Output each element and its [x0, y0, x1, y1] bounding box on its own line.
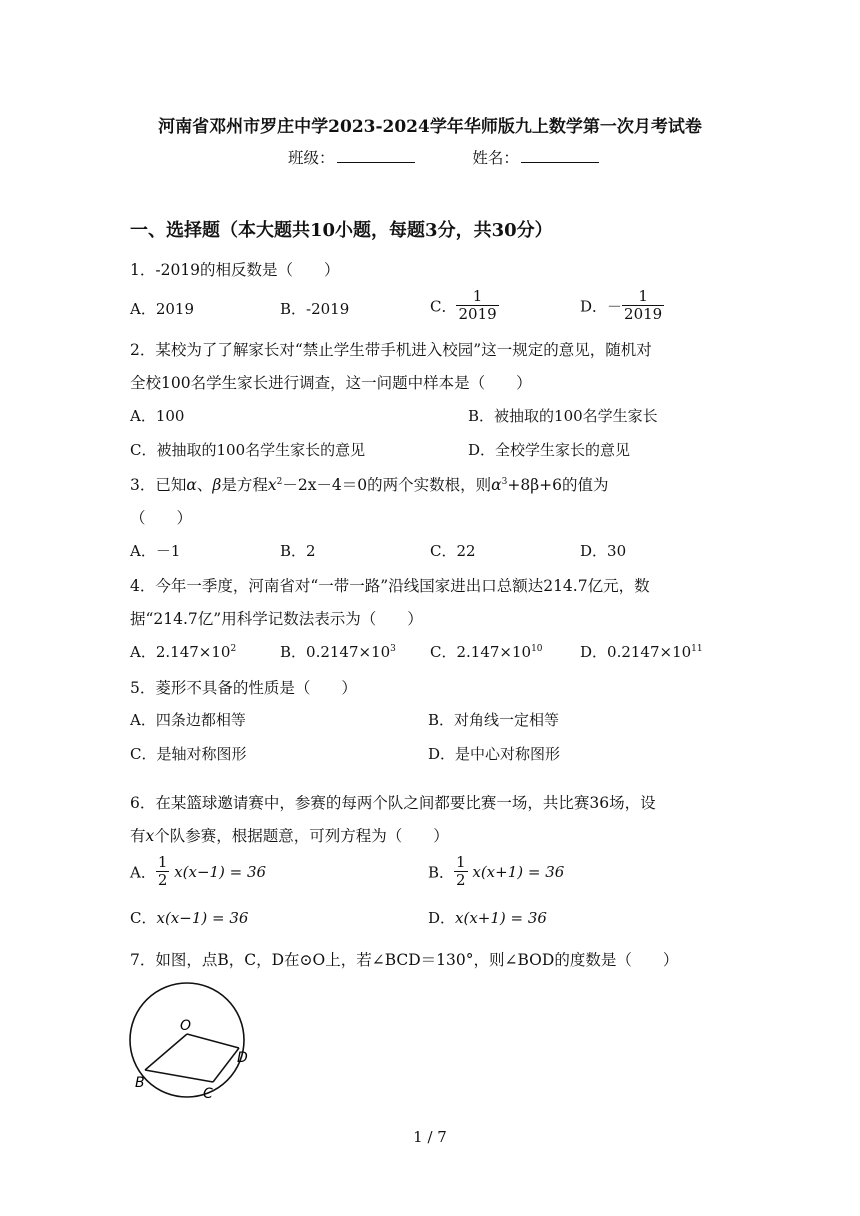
q4-option-d: D．$0.2147\times 10^{11}$: [580, 643, 703, 661]
circle-figure: [125, 980, 255, 1105]
q2-option-c: C．被抽取的100名学生家长的意见: [130, 441, 366, 459]
class-blank: [337, 148, 415, 163]
question-4-line1: 4．今年一季度，河南省对“一带一路”沿线国家进出口总额达214.7亿元，数: [130, 577, 650, 595]
q6-option-b: B． $\frac{1}{2}$ x(x+1) = 36: [428, 853, 565, 890]
label-d: D: [237, 1050, 248, 1066]
question-2-line1: 2．某校为了了解家长对“禁止学生带手机进入校园”这一规定的意见，随机对: [130, 341, 652, 359]
class-label: 班级：: [288, 149, 335, 167]
circle-o: [130, 983, 244, 1097]
name-label: 姓名：: [472, 149, 519, 167]
q6-option-c: C．x(x−1) = 36: [130, 909, 249, 927]
fraction: $\frac{1}{2}$: [456, 853, 466, 890]
segment-ob: [145, 1034, 187, 1070]
q1-option-d: D．－ $\frac{1}{2019}$: [580, 287, 663, 324]
q3-option-c: C．22: [430, 542, 476, 560]
q1-option-b: B．-2019: [280, 300, 350, 318]
segment-od: [187, 1034, 239, 1048]
q4-option-b: B．$0.2147\times 10^3$: [280, 643, 396, 661]
q2-option-d: D．全校学生家长的意见: [468, 441, 631, 459]
q5-option-a: A．四条边都相等: [130, 711, 246, 729]
question-4-line2: 据“214.7亿”用科学记数法表示为（ ）: [130, 610, 423, 628]
q2-option-b: B．被抽取的100名学生家长: [468, 407, 658, 425]
page-title: 河南省邓州市罗庄中学2023-2024学年华师版九上数学第一次月考试卷: [158, 117, 702, 137]
q2-option-a: A．100: [130, 407, 185, 425]
q3-option-a: A．－1: [130, 542, 181, 560]
label-c: C: [203, 1086, 213, 1102]
question-3-line2: （ ）: [130, 509, 193, 527]
name-blank: [521, 148, 599, 163]
q4-option-a: A．$2.147\times 10^2$: [130, 643, 237, 661]
label-b: B: [135, 1075, 145, 1091]
q3-option-d: D．30: [580, 542, 627, 560]
question-5: 5．菱形不具备的性质是（ ）: [130, 679, 357, 697]
q1-option-c: C． $\frac{1}{2019}$: [430, 287, 497, 324]
section-heading: 一、选择题（本大题共10小题，每题3分，共30分）: [130, 220, 553, 241]
q6-option-d: D．x(x+1) = 36: [428, 909, 547, 927]
q5-option-b: B．对角线一定相等: [428, 711, 560, 729]
q3-option-b: B．2: [280, 542, 316, 560]
segment-bc: [145, 1070, 213, 1082]
question-3-line1: 3．已知α、β是方程$x^2-2x-4=0$的两个实数根，则$\alpha^3+8\beta+6$的值为: [130, 476, 609, 494]
student-info: [288, 146, 599, 168]
question-2-line2: 全校100名学生家长进行调查，这一问题中样本是（ ）: [130, 374, 532, 392]
fraction: $\frac{1}{2019}$: [624, 287, 663, 324]
q5-option-c: C．是轴对称图形: [130, 745, 247, 763]
fraction: $\frac{1}{2019}$: [458, 287, 497, 324]
q1-option-a: A．2019: [130, 300, 195, 318]
q4-option-c: C．$2.147\times 10^{10}$: [430, 643, 543, 661]
question-6-line1: 6．在某篮球邀请赛中，参赛的每两个队之间都要比赛一场，共比赛36场，设: [130, 794, 656, 812]
fraction: $\frac{1}{2}$: [157, 853, 168, 890]
q5-option-d: D．是中心对称图形: [428, 745, 561, 763]
segment-cd: [213, 1048, 239, 1082]
label-o: O: [180, 1018, 192, 1034]
q6-option-a: A． $\frac{1}{2}$ x(x−1) = 36: [130, 853, 267, 890]
question-7: 7．如图，点B，C，D在⊙O上，若∠BCD＝130°，则∠BOD的度数是（ ）: [130, 951, 679, 969]
question-6-line2: 有x个队参赛，根据题意，可列方程为（ ）: [130, 827, 449, 845]
page-number: 1 / 7: [413, 1128, 447, 1146]
question-1: 1．-2019的相反数是（ ）: [130, 261, 340, 279]
